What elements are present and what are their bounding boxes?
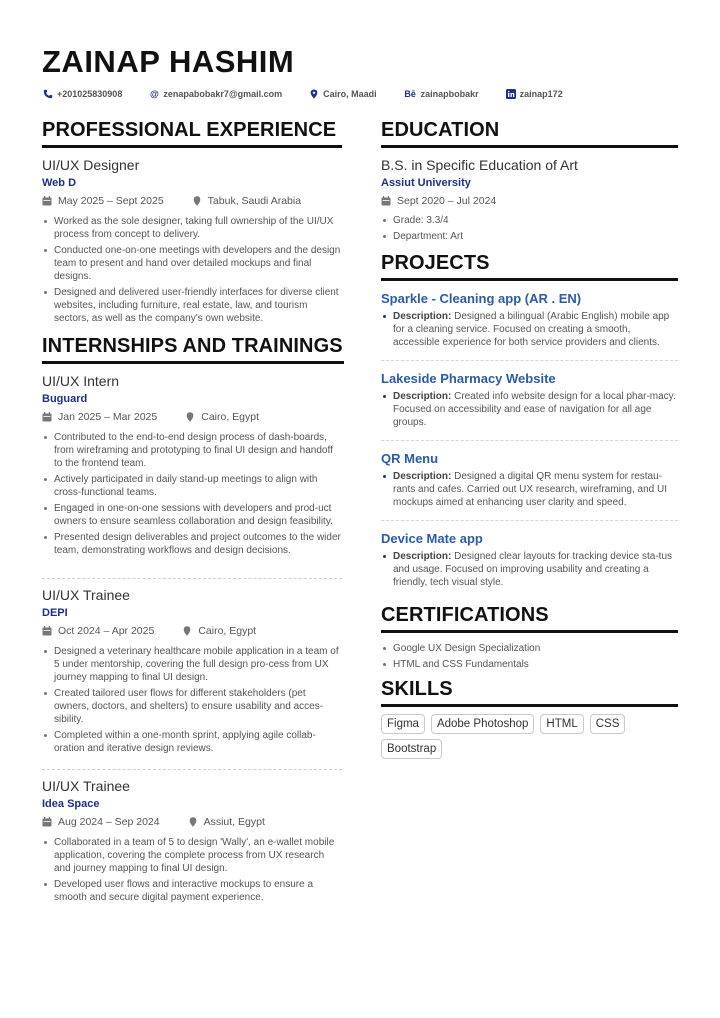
list-item: Collaborated in a team of 5 to design 'Wally', an e-wallet mobile application, covering the complete process from UX research and journey mapping to final UI design. [42,836,342,875]
entry-divider [42,769,342,770]
list-item: Designed and delivered user-friendly interfaces for diverse client websites, including furniture, real estate, law, and tourism sectors, as well as the company's own website. [42,286,342,325]
project-item [381,530,678,589]
phone-icon [43,89,53,99]
skill-tag: Adobe Photoshop [431,714,534,734]
project-title: QR Menu [381,451,439,466]
job-role: UI/UX Intern [42,373,120,389]
job-meta [42,815,342,829]
project-divider [381,360,678,361]
project-description-text: Created info website design for a local phar-macy. Focused on accessibility and ease of navigation for all age groups. [393,391,676,428]
calendar-icon [42,196,52,206]
certifications-heading: CERTIFICATIONS [381,603,678,633]
project-item [381,450,678,509]
education-details [381,214,678,243]
contact-bar [43,89,590,99]
project-description-text: Designed a digital QR menu system for restau-rants and cafes. Carried out UX research, wireframing, and UI mockups aimed at enhancing user clarity and speed. [393,471,668,508]
calendar-icon [381,196,391,206]
contact-email[interactable] [149,89,282,99]
behance-icon: Bē [404,89,416,99]
certifications-list [381,642,678,671]
contact-behance-text: zainapbobakr [420,89,479,99]
job-dates: Jan 2025 – Mar 2025 [58,411,158,423]
project-description-text: Designed a bilingual (Arabic English) mobile app for a cleaning service. Focused on creating a smooth, accessible experience for both service providers and clients. [393,311,670,348]
internships-heading: INTERNSHIPS AND TRAININGS [42,334,344,364]
job-role: UI/UX Designer [42,157,140,173]
list-item: Created tailored user flows for different stakeholders (pet owners, doctors, and shelters) to ensure usability and acces-sibility. [42,687,342,726]
job-company: DEPI [42,607,68,619]
calendar-icon [42,817,52,827]
location-pin-icon [182,626,192,636]
list-item: Worked as the sole designer, taking full ownership of the UI/UX process from concept to delivery. [42,215,342,241]
left-column [42,118,342,907]
description-label: Description: [393,391,452,402]
internship-entry [42,778,342,904]
job-bullets [42,836,342,904]
location-pin-icon [192,196,202,206]
job-company: Idea Space [42,798,100,810]
job-bullets [42,431,342,557]
location-pin-icon [185,412,195,422]
list-item: Conducted one-on-one meetings with developers and the design team to present and hand over detailed mockups and final designs. [42,244,342,283]
list-item: Developed user flows and interactive mockups to ensure a smooth and secure digital payment experience. [42,878,342,904]
calendar-icon [42,626,52,636]
project-description [381,310,678,349]
description-label: Description: [393,551,452,562]
job-company: Web D [42,177,77,189]
contact-behance[interactable] [404,89,479,99]
contact-email-text: zenapabobakr7@gmail.com [163,89,283,99]
contact-location-text: Cairo, Maadi [323,89,377,99]
projects-heading: PROJECTS [381,251,678,281]
entry-divider [42,578,342,579]
education-dates: Sept 2020 – Jul 2024 [397,195,497,207]
project-item [381,370,678,429]
skill-tag: CSS [590,714,626,734]
project-item [381,290,678,349]
job-location: Assiut, Egypt [203,816,265,828]
job-dates: May 2025 – Sept 2025 [58,195,164,207]
job-company: Buguard [42,393,88,405]
education-heading: EDUCATION [381,118,678,148]
list-item: Completed within a one-month sprint, applying agile collab-oration and iterative design reviews. [42,729,342,755]
degree-title: B.S. in Specific Education of Art [381,157,578,173]
description-label: Description: [393,471,452,482]
list-item: Engaged in one-on-one sessions with developers and prod-uct owners to ensure seamless collaboration and design feasibility. [42,502,342,528]
list-item: Department: Art [381,230,678,243]
calendar-icon [42,412,52,422]
experience-entry [42,157,342,325]
list-item: Presented design deliverables and project outcomes to the wider team, demonstrating workflows and design decisions. [42,531,342,557]
job-meta [42,624,342,638]
list-item: Designed a veterinary healthcare mobile application in a team of 5 under mentorship, covering the full design pro-cess from UX journey mapping to final UI design. [42,645,342,684]
skill-tag: HTML [540,714,583,734]
contact-linkedin[interactable] [506,89,563,99]
contact-phone-text: +201025830908 [57,89,123,99]
list-item: Actively participated in daily stand-up meetings to align with cross-functional teams. [42,473,342,499]
job-meta [42,410,342,424]
education-meta [381,194,678,208]
contact-phone[interactable] [43,89,122,99]
job-location: Cairo, Egypt [201,411,260,423]
list-item: HTML and CSS Fundamentals [381,658,678,671]
job-dates: Aug 2024 – Sep 2024 [58,816,160,828]
job-bullets [42,215,342,325]
job-bullets [42,645,342,755]
job-dates: Oct 2024 – Apr 2025 [58,625,155,637]
skill-tag: Figma [381,714,425,734]
project-divider [381,440,678,441]
list-item: Contributed to the end-to-end design process of dash-boards, from wireframing and prototyping to final UI design and handoff to the frontend team. [42,431,342,470]
job-location: Tabuk, Saudi Arabia [207,195,302,207]
job-role: UI/UX Trainee [42,778,130,794]
location-pin-icon [188,817,198,827]
skills-heading: SKILLS [381,677,678,707]
project-title: Sparkle - Cleaning app (AR . EN) [381,291,582,306]
job-location: Cairo, Egypt [198,625,257,637]
project-title: Lakeside Pharmacy Website [381,371,556,386]
project-title: Device Mate app [381,531,483,546]
experience-heading: PROFESSIONAL EXPERIENCE [42,118,342,148]
job-meta [42,194,342,208]
project-divider [381,520,678,521]
description-label: Description: [393,311,452,322]
candidate-name: ZAINAP HASHIM [42,44,295,79]
job-role: UI/UX Trainee [42,587,130,603]
project-description [381,550,678,589]
skill-tag: Bootstrap [381,739,442,759]
contact-linkedin-text: zainap172 [519,89,563,99]
list-item: Grade: 3.3/4 [381,214,678,227]
project-description [381,470,678,509]
at-icon: @ [149,89,159,99]
internship-entry [42,373,342,557]
list-item: Google UX Design Specialization [381,642,678,655]
skills-tags [381,714,678,759]
contact-location [309,89,377,99]
right-column [381,118,678,759]
linkedin-icon [506,89,516,99]
location-icon [309,89,319,99]
project-description-text: Designed clear layouts for tracking device sta-tus and usage. Focused on improving usability and creating a friendly, tech visual style. [393,551,673,588]
school-name: Assiut University [381,177,471,189]
internship-entry [42,587,342,755]
project-description [381,390,678,429]
